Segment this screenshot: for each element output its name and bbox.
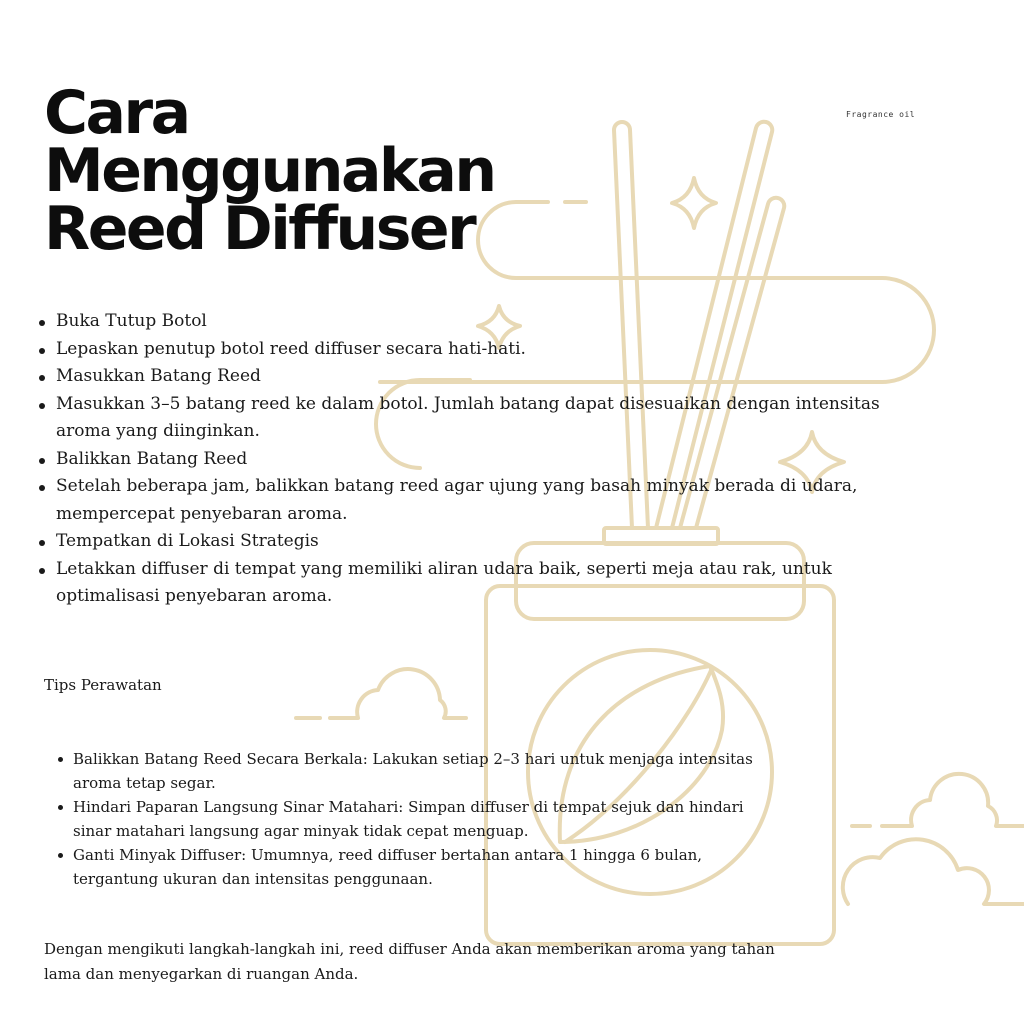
tip-item: Balikkan Batang Reed Secara Berkala: Lakukan setiap 2–3 hari untuk menjaga intensitas aroma tetap segar. bbox=[56, 747, 776, 795]
title-line: Menggunakan bbox=[44, 136, 495, 206]
step-item: Letakkan diffuser di tempat yang memiliki aliran udara baik, seperti meja atau rak, untuk optimalisasi penyebaran aroma. bbox=[38, 556, 938, 611]
title-line: Reed Diffuser bbox=[44, 194, 475, 264]
step-item: Buka Tutup Botol bbox=[38, 308, 938, 336]
tips-list bbox=[56, 747, 776, 891]
tip-item: Ganti Minyak Diffuser: Umumnya, reed diffuser bertahan antara 1 hingga 6 bulan, tergantung ukuran dan intensitas penggunaan. bbox=[56, 843, 776, 891]
title-line: Cara bbox=[44, 78, 189, 148]
step-item: Setelah beberapa jam, balikkan batang reed agar ujung yang basah minyak berada di udara, mempercepat penyebaran aroma. bbox=[38, 473, 938, 528]
brand-label: Fragrance oil bbox=[846, 110, 916, 119]
tip-item: Hindari Paparan Langsung Sinar Matahari: Simpan diffuser di tempat sejuk dan hindari sinar matahari langsung agar minyak tidak cepat menguap. bbox=[56, 795, 776, 843]
closing-text: Dengan mengikuti langkah-langkah ini, reed diffuser Anda akan memberikan aroma yang tahan lama dan menyegarkan di ruangan Anda. bbox=[44, 940, 775, 983]
step-item: Balikkan Batang Reed bbox=[38, 446, 938, 474]
cloud-right-lower bbox=[843, 839, 1024, 904]
cloud-right-upper bbox=[852, 774, 1024, 826]
steps-list bbox=[38, 308, 938, 611]
page-title bbox=[44, 78, 495, 264]
step-item: Tempatkan di Lokasi Strategis bbox=[38, 528, 938, 556]
sparkle-icon bbox=[672, 178, 716, 228]
step-item: Masukkan Batang Reed bbox=[38, 363, 938, 391]
cloud-left bbox=[296, 669, 466, 718]
tips-heading: Tips Perawatan bbox=[44, 676, 162, 694]
step-item: Lepaskan penutup botol reed diffuser secara hati-hati. bbox=[38, 336, 938, 364]
step-item: Masukkan 3–5 batang reed ke dalam botol. Jumlah batang dapat disesuaikan dengan intensitas aroma yang diinginkan. bbox=[38, 391, 938, 446]
